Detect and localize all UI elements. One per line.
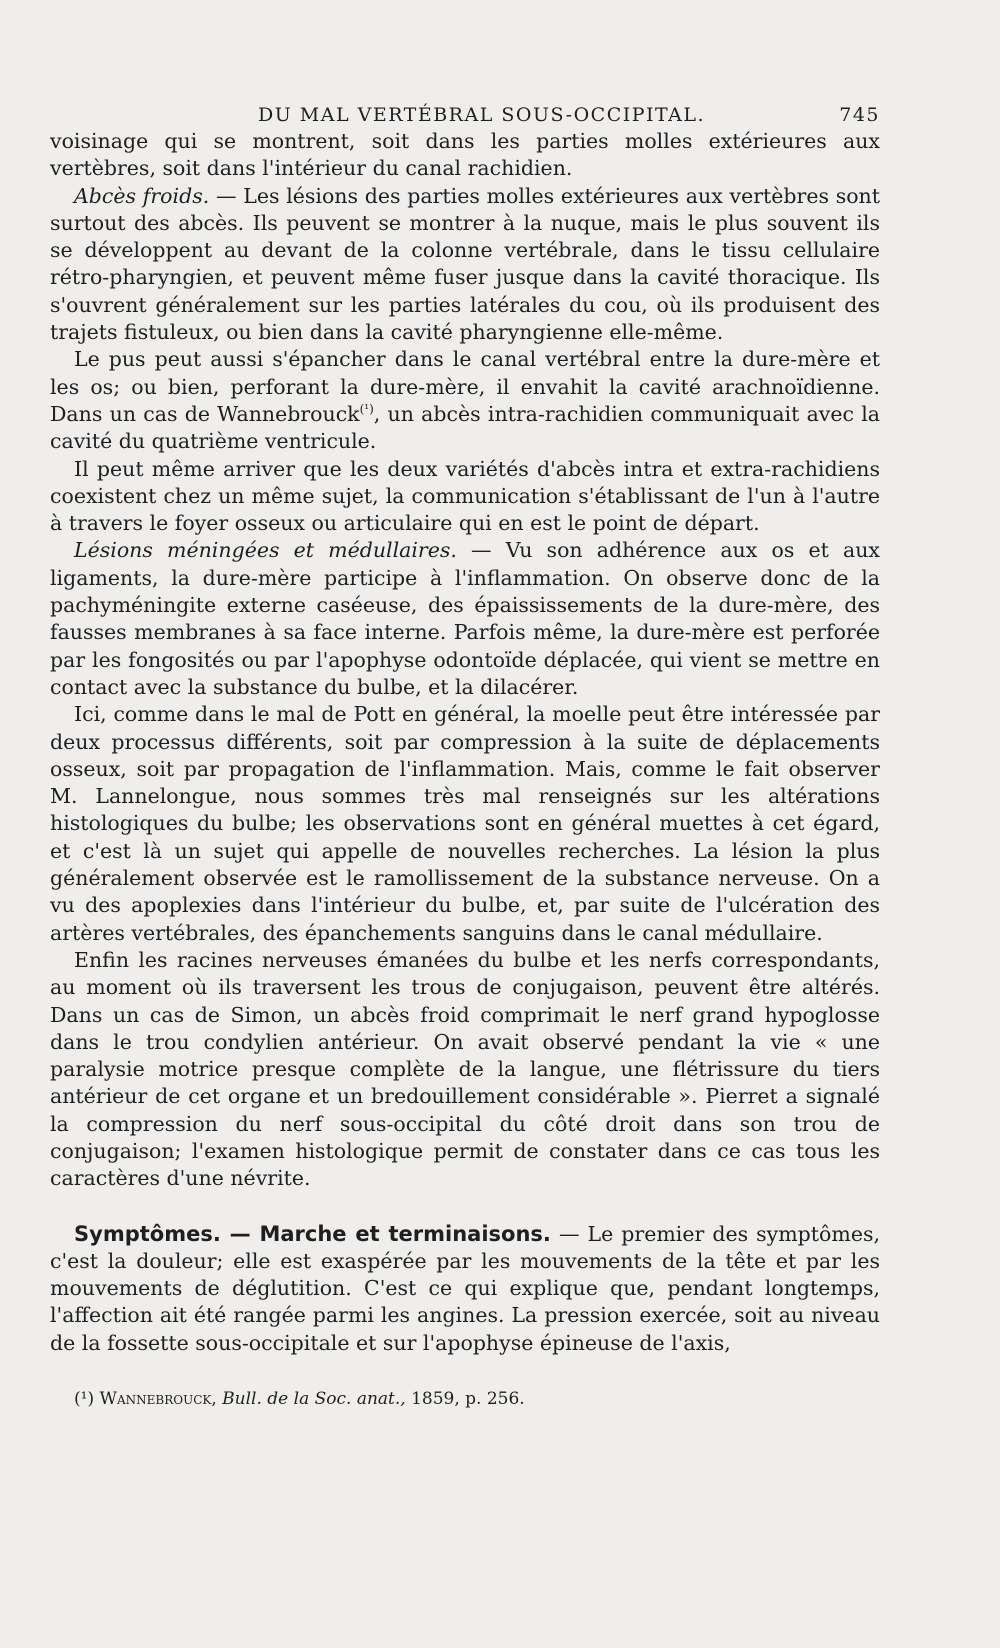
- document-page: [50, 94, 880, 1411]
- page-header: [50, 94, 880, 128]
- running-title: DU MAL VERTÉBRAL SOUS-OCCIPITAL.: [258, 104, 706, 126]
- footnote-author: Wannebrouck,: [99, 1389, 217, 1410]
- footnote-journal: Bull. de la Soc. anat.,: [222, 1389, 406, 1410]
- subsection-title-abces-froids: Abcès froids.: [74, 183, 210, 208]
- paragraph-1: voisinage qui se montrent, soit dans les parties molles extérieures aux vertèbres, soit dans l'intérieur du canal rachidien.: [50, 129, 880, 181]
- paragraph-text: , un abcès intra-rachidien communiquait avec la cavité du quatrième ventricule.: [50, 401, 881, 454]
- footnote-reference: (¹): [359, 402, 374, 417]
- paragraph-lesions: [50, 537, 880, 701]
- paragraph-abces-froids: [50, 183, 880, 347]
- paragraph-symptomes: [50, 1221, 880, 1357]
- paragraph-3: [50, 346, 880, 455]
- section-heading-symptomes: Symptômes. — Marche et terminaisons.: [74, 1221, 551, 1246]
- paragraph-text: — Le premier des symptômes, c'est la douleur; elle est exaspérée par les mouvements de la tête et par les mouvements de déglutition. C'est ce qui explique que, pendant longtemps, l'affection ait été rangée parmi les angines. La pression exercée, soit au niveau de la fossette sous-occipitale et sur l'apophyse épineuse de l'axis,: [50, 1221, 880, 1355]
- footnote: [50, 1387, 880, 1411]
- subsection-title-lesions: Lésions méningées et médullaires.: [74, 538, 457, 563]
- paragraph-7: Enfin les racines nerveuses émanées du bulbe et les nerfs correspondants, au moment où ils traversent les trous de conjugaison, peuvent être altérés. Dans un cas de Simon, un abcès froid comprimait le nerf grand hypoglosse dans le trou condylien antérieur. On avait observé pendant la vie « une paralysie motrice presque complète de la langue, une flétrissure du tiers antérieur de cet organe et un bredouillement considérable ». Pierret a signalé la compression du nerf sous-occipital du côté droit dans son trou de conjugaison; l'examen histologique permit de constater dans ce cas tous les caractères d'une névrite.: [50, 947, 880, 1191]
- footnote-marker: (¹): [74, 1389, 95, 1410]
- paragraph-text: — Les lésions des parties molles extérieures aux vertèbres sont surtout des abcès. Ils peuvent se montrer à la nuque, mais le plus souvent ils se développent au devant de la colonne vertébrale, dans le tissu cellulaire rétro-pharyngien, et peuvent même fuser jusque dans la cavité thoracique. Ils s'ouvrent généralement sur les parties latérales du cou, où ils produisent des trajets fistuleux, ou bien dans la cavité pharyngienne elle-même.: [50, 183, 881, 345]
- page-number: 745: [839, 104, 880, 126]
- paragraph-4: Il peut même arriver que les deux variétés d'abcès intra et extra-rachidiens coexistent chez un même sujet, la communication s'établissant de l'un à l'autre à travers le foyer osseux ou articulaire qui en est le point de départ.: [50, 456, 880, 536]
- paragraph-text: Le pus peut aussi s'épancher dans le canal vertébral entre la dure-mère et les os; ou bien, perforant la dure-mère, il envahit la cavité arachnoïdienne. Dans un cas de Wannebrouck: [50, 347, 880, 426]
- footnote-details: 1859, p. 256.: [411, 1389, 525, 1410]
- paragraph-6: Ici, comme dans le mal de Pott en général, la moelle peut être intéressée par deux processus différents, soit par compression à la suite de déplacements osseux, soit par propagation de l'inflammation. Mais, comme le fait observer M. Lannelongue, nous sommes très mal renseignés sur les altérations histologiques du bulbe; les observations sont en général muettes à cet égard, et c'est là un sujet qui appelle de nouvelles recherches. La lésion la plus généralement observée est le ramollissement de la substance nerveuse. On a vu des apoplexies dans l'intérieur du bulbe, et, par suite de l'ulcération des artères vertébrales, des épanchements sanguins dans le canal médullaire.: [50, 702, 880, 945]
- body-text: [50, 128, 880, 1357]
- paragraph-text: — Vu son adhérence aux os et aux ligaments, la dure-mère participe à l'inflammation. On observe donc de la pachyméningite externe caséeuse, des épaississements de la dure-mère, des fausses membranes à sa face interne. Parfois même, la dure-mère est perforée par les fongosités ou par l'apophyse odontoïde déplacée, qui vient se mettre en contact avec la substance du bulbe, et la dilacérer.: [50, 538, 880, 699]
